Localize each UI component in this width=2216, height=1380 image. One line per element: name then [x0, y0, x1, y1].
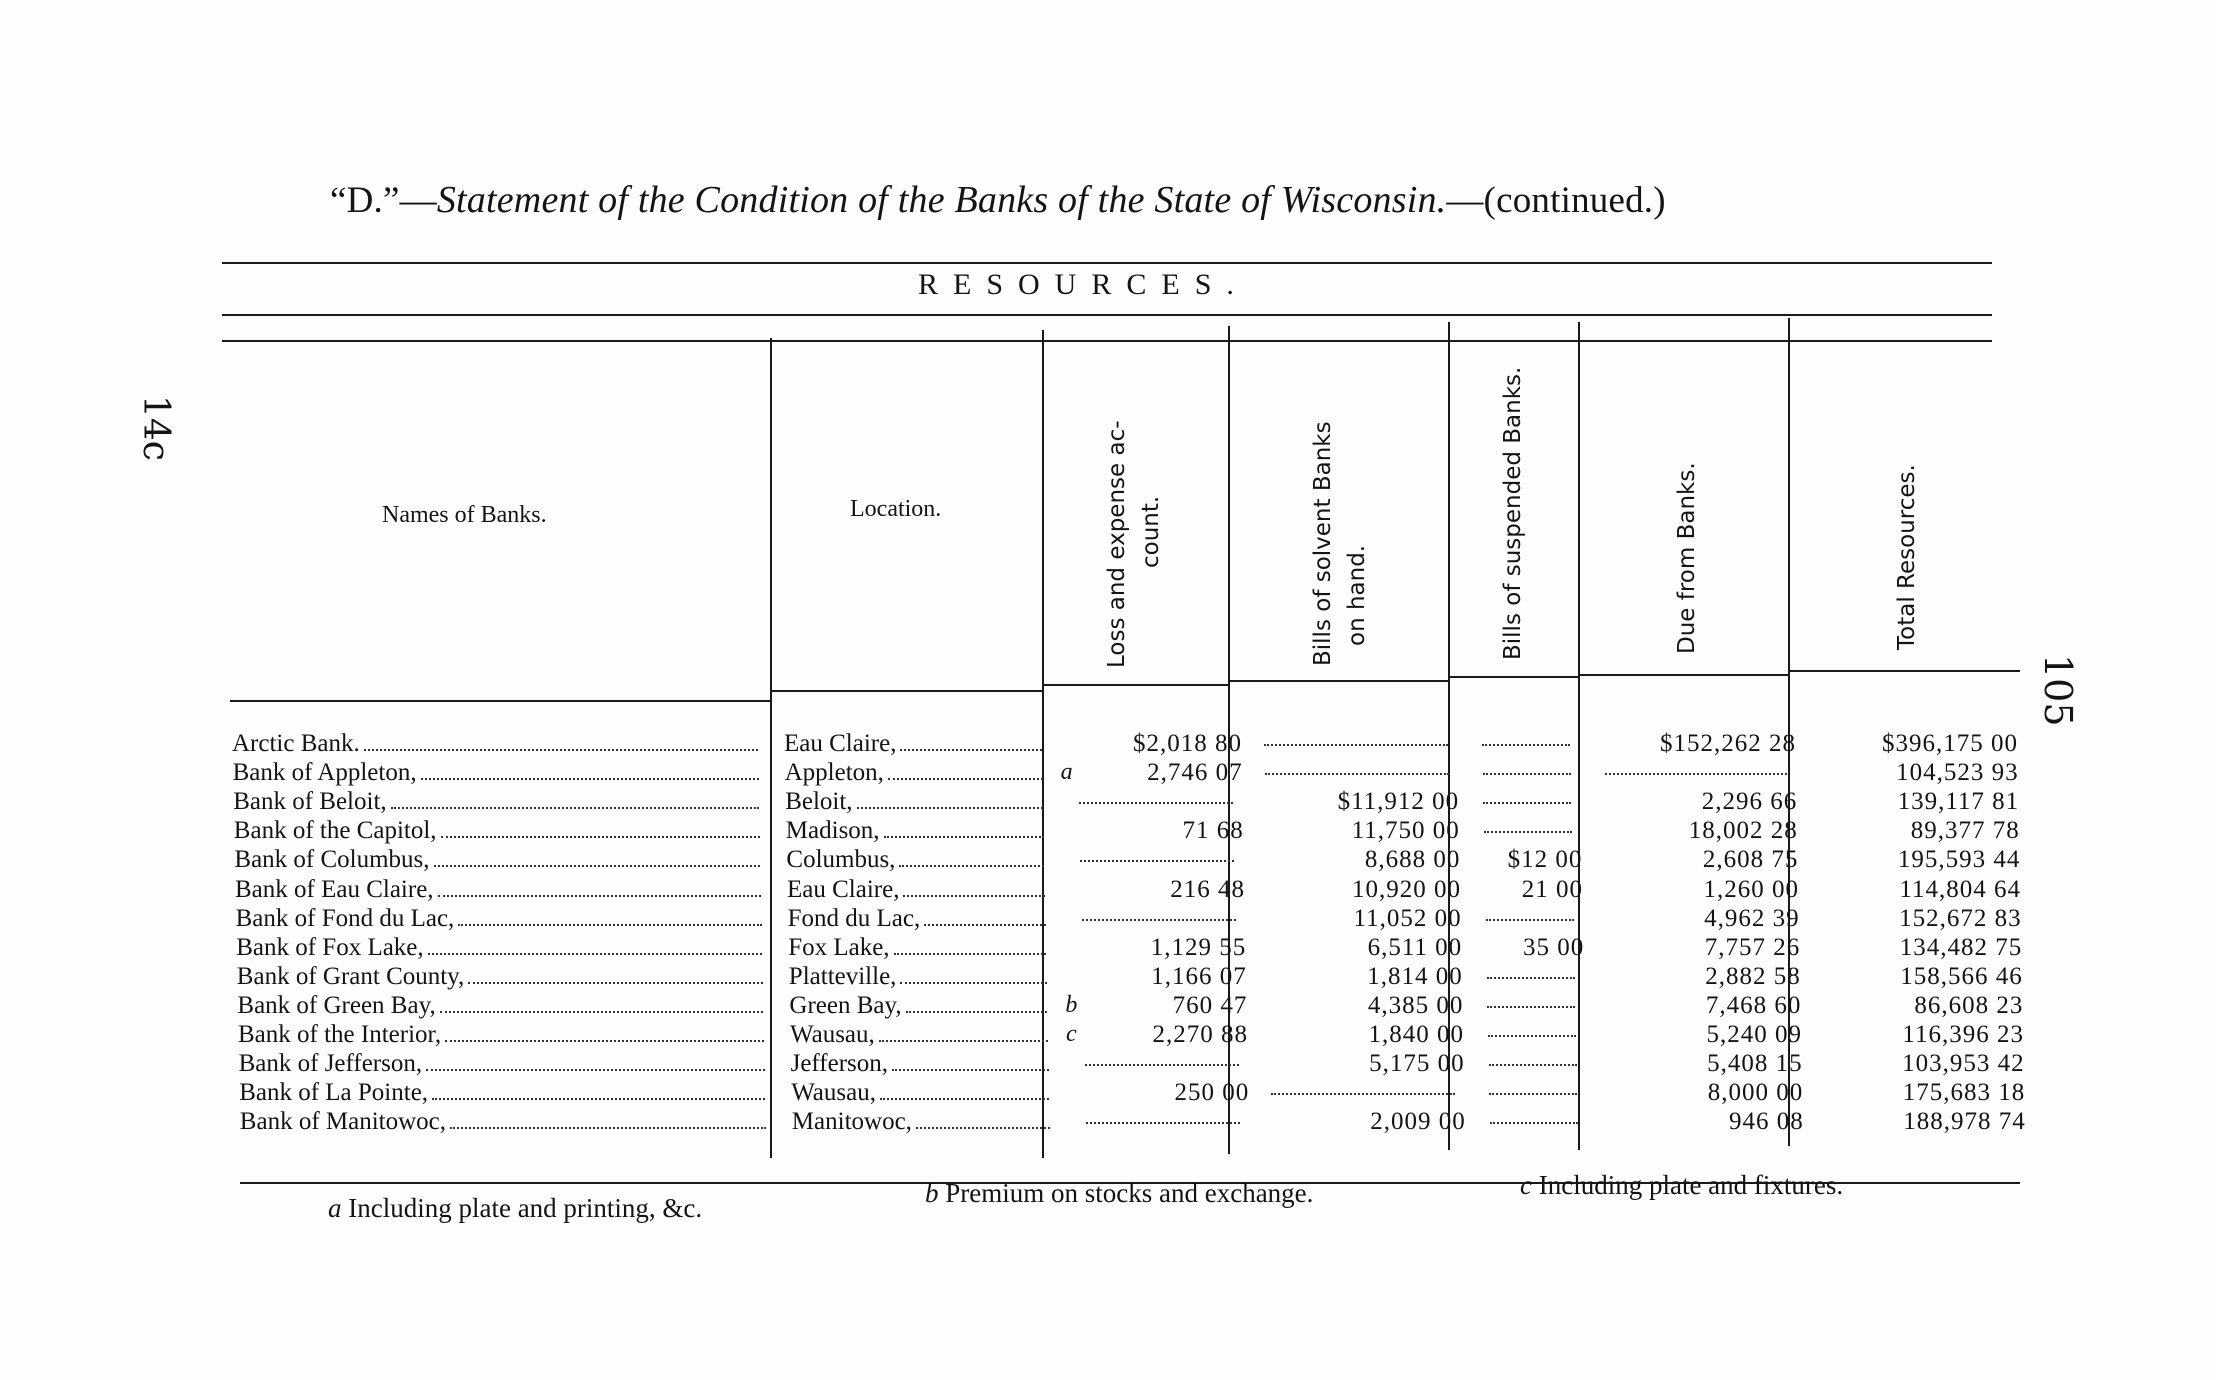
dot-leader	[857, 807, 1044, 809]
header-solvent	[1306, 326, 1374, 666]
location: Wausau,	[790, 1021, 875, 1048]
location-cell	[791, 1079, 1053, 1107]
dot-leader	[1486, 905, 1574, 921]
table-row	[234, 846, 2024, 876]
total-value: 116,396 23	[1902, 1021, 2024, 1048]
dot-leader	[428, 953, 763, 955]
footnote-mark: c	[1066, 1021, 1077, 1047]
due-value: 2,296 66	[1701, 788, 1798, 816]
table-row	[239, 1050, 2029, 1080]
header-loss-line2: count.	[1138, 495, 1164, 568]
bank-name-cell	[240, 1108, 770, 1136]
suspended-value: $12 00	[1507, 846, 1583, 874]
total-value: 134,482 75	[1899, 933, 2023, 961]
location: Manitowoc,	[791, 1108, 912, 1136]
dot-leader	[1264, 730, 1448, 746]
due-value: $152,262 28	[1660, 730, 1796, 757]
location: Eau Claire,	[787, 875, 900, 903]
suspended-empty	[1467, 788, 1581, 804]
total-value: $396,175 00	[1882, 730, 2018, 757]
location: Jefferson,	[790, 1050, 889, 1078]
loss-value: 1,129 55	[1150, 933, 1247, 961]
location-cell	[785, 788, 1047, 816]
footnote-c	[1520, 1170, 1843, 1201]
solvent-empty	[1249, 759, 1459, 775]
location-cell	[784, 730, 1046, 758]
table-row	[236, 905, 2026, 935]
bank-name: Bank of Columbus,	[234, 846, 430, 874]
location-cell	[787, 876, 1049, 904]
table-row	[239, 1079, 2029, 1109]
dot-leader	[1271, 1079, 1455, 1095]
location: Green Bay,	[789, 991, 902, 1019]
suspended-empty	[1468, 817, 1582, 833]
total-value: 152,672 83	[1899, 904, 2022, 932]
title-prefix: “D.”—	[330, 180, 437, 221]
bank-name-cell	[235, 876, 765, 904]
location-cell	[789, 992, 1051, 1020]
bank-name-cell	[232, 730, 762, 758]
dot-leader	[1085, 1050, 1239, 1066]
table-row	[234, 817, 2024, 847]
bank-name-cell	[237, 963, 767, 991]
loss-empty	[1064, 846, 1244, 862]
loss-value: 2,270 88	[1152, 1021, 1248, 1048]
dot-leader	[1487, 992, 1575, 1008]
location: Columbus,	[786, 846, 896, 874]
page-title	[330, 178, 1666, 222]
dot-leader	[438, 895, 761, 897]
footnote-b	[925, 1178, 1313, 1209]
loss-value: 71 68	[1182, 817, 1244, 845]
footnote-b-mark: b	[925, 1178, 939, 1208]
dot-leader	[900, 749, 1042, 751]
bank-name-cell	[236, 905, 766, 933]
dot-leader	[924, 924, 1045, 926]
bank-name: Bank of Grant County,	[236, 962, 465, 990]
table-row	[236, 934, 2026, 964]
total-value: 175,683 18	[1902, 1079, 2026, 1107]
suspended-value: 21 00	[1521, 875, 1583, 903]
dot-leader	[1080, 846, 1234, 862]
rule-header-bottom-suspended	[1450, 676, 1578, 678]
dot-leader	[894, 953, 1047, 955]
table-row	[240, 1108, 2030, 1138]
dot-leader	[899, 865, 1044, 867]
dot-leader	[1489, 1050, 1577, 1066]
due-value: 5,240 09	[1706, 1021, 1802, 1048]
solvent-value: 8,688 00	[1364, 846, 1461, 874]
dot-leader	[426, 1069, 764, 1071]
total-value: 158,566 46	[1900, 962, 2023, 990]
dot-leader	[1079, 788, 1233, 804]
section-heading: RESOURCES.	[918, 268, 1249, 301]
header-loss-line1: Loss and expense ac-	[1104, 420, 1130, 668]
bank-name: Bank of the Interior,	[238, 1021, 442, 1048]
loss-empty	[1066, 905, 1246, 921]
location-cell	[788, 905, 1050, 933]
location-cell	[785, 759, 1047, 787]
due-value: 7,757 26	[1704, 933, 1801, 961]
due-value: 2,882 58	[1705, 962, 1801, 990]
dot-leader	[1487, 963, 1575, 979]
suspended-empty	[1466, 730, 1580, 746]
solvent-value: 11,750 00	[1351, 817, 1460, 845]
footnote-a-mark: a	[328, 1193, 342, 1223]
loss-value: 1,166 07	[1151, 962, 1247, 990]
dot-leader	[458, 924, 761, 926]
suspended-empty	[1470, 905, 1584, 921]
due-value: 2,608 75	[1702, 846, 1799, 874]
solvent-value: 6,511 00	[1367, 933, 1463, 961]
footnote-mark: b	[1065, 991, 1078, 1018]
due-empty	[1589, 759, 1797, 775]
table-row	[235, 876, 2025, 906]
dot-leader	[900, 982, 1046, 984]
table-row	[237, 963, 2027, 993]
due-value: 8,000 00	[1707, 1079, 1804, 1107]
dot-leader	[1484, 817, 1572, 833]
bank-name-cell	[239, 1050, 769, 1078]
dot-leader	[1483, 759, 1571, 775]
dot-leader	[468, 982, 762, 984]
location: Platteville,	[788, 962, 897, 990]
rule-header-bottom-total	[1790, 670, 2020, 672]
table-row	[233, 788, 2023, 818]
loss-value: 216 48	[1170, 875, 1245, 903]
solvent-value: 11,052 00	[1353, 904, 1462, 932]
footnote-a	[328, 1193, 702, 1224]
bank-name-cell	[237, 992, 767, 1020]
suspended-empty	[1472, 1021, 1586, 1037]
solvent-value: 5,175 00	[1369, 1050, 1465, 1078]
footnote-a-text: Including plate and printing, &c.	[348, 1193, 703, 1223]
location: Eau Claire,	[784, 730, 897, 757]
dot-leader	[391, 807, 760, 809]
rule-header-bottom-solvent	[1230, 680, 1448, 682]
dot-leader	[1082, 905, 1236, 921]
bank-name: Bank of Manitowoc,	[239, 1108, 447, 1136]
location-cell	[790, 1021, 1052, 1049]
dot-leader	[884, 836, 1044, 838]
dot-leader	[1482, 730, 1570, 746]
bank-name-cell	[234, 817, 764, 845]
dot-leader	[1483, 788, 1571, 804]
due-value: 4,962 39	[1704, 904, 1800, 932]
loss-value: $2,018 80	[1133, 730, 1242, 757]
suspended-empty	[1473, 1079, 1587, 1095]
header-solvent-line1: Bills of solvent Banks	[1310, 421, 1336, 666]
loss-value: 760 47	[1172, 991, 1248, 1019]
bank-name-cell	[239, 1079, 769, 1107]
bank-name: Bank of Beloit,	[233, 788, 387, 816]
total-value: 103,953 42	[1902, 1050, 2025, 1078]
dot-leader	[434, 865, 761, 867]
due-value: 7,468 60	[1705, 991, 1802, 1019]
bank-name: Bank of Fond du Lac,	[235, 904, 455, 932]
total-value: 139,117 81	[1897, 788, 2020, 816]
table-row	[237, 992, 2027, 1022]
dot-leader	[450, 1127, 766, 1129]
solvent-value: 1,840 00	[1368, 1021, 1464, 1048]
due-value: 946 08	[1729, 1108, 1804, 1136]
location-cell	[789, 963, 1051, 991]
bank-name: Bank of Fox Lake,	[236, 933, 424, 961]
dot-leader	[1605, 759, 1787, 775]
table-row	[232, 730, 2022, 760]
loss-value: 250 00	[1174, 1079, 1250, 1107]
title-italic: Statement of the Condition of the Banks of the State of Wisconsin.	[436, 179, 1447, 221]
rule-header-bottom-name	[230, 700, 770, 702]
dot-leader	[1488, 1021, 1576, 1037]
rule-header-bottom-due	[1580, 674, 1788, 676]
solvent-value: 2,009 00	[1370, 1108, 1466, 1136]
title-suffix: —(continued.)	[1446, 180, 1666, 221]
header-location: Location.	[850, 496, 942, 522]
bank-name: Bank of Jefferson,	[238, 1050, 423, 1078]
location-cell	[786, 817, 1048, 845]
header-suspended: Bills of suspended Banks.	[1500, 366, 1526, 660]
total-value: 114,804 64	[1899, 875, 2021, 903]
table-row	[238, 1021, 2028, 1051]
dot-leader	[1490, 1108, 1578, 1124]
bank-name: Bank of La Pointe,	[239, 1079, 429, 1107]
total-value: 89,377 78	[1910, 817, 2020, 845]
header-loss	[1100, 328, 1168, 668]
due-value: 1,260 00	[1703, 875, 1799, 903]
bank-name: Bank of the Capitol,	[233, 817, 437, 845]
suspended-empty	[1471, 963, 1585, 979]
bank-name: Bank of Appleton,	[232, 759, 417, 787]
solvent-empty	[1248, 730, 1458, 746]
rule-under-section	[222, 314, 1992, 316]
solvent-empty	[1255, 1079, 1465, 1095]
location-cell	[792, 1108, 1054, 1136]
dot-leader	[364, 749, 758, 751]
dot-leader	[440, 1011, 764, 1013]
loss-value: 2,746 07	[1147, 759, 1243, 787]
location: Beloit,	[785, 788, 853, 816]
dot-leader	[916, 1127, 1050, 1129]
dot-leader	[888, 778, 1043, 780]
solvent-value: 4,385 00	[1367, 991, 1464, 1019]
bank-name: Bank of Eau Claire,	[235, 875, 434, 903]
page-number-right: 105	[2036, 654, 2080, 727]
header-due: Due from Banks.	[1674, 462, 1700, 654]
solvent-value: 1,814 00	[1367, 962, 1463, 990]
total-value: 195,593 44	[1897, 846, 2021, 874]
footnote-c-mark: c	[1520, 1170, 1532, 1200]
location: Madison,	[785, 817, 880, 845]
rule-top	[222, 262, 1992, 264]
location-cell	[791, 1050, 1053, 1078]
bank-name-cell	[233, 759, 763, 787]
footnote-c-text: Including plate and fixtures.	[1538, 1170, 1844, 1200]
loss-empty	[1069, 1050, 1249, 1066]
header-total: Total Resources.	[1894, 464, 1920, 650]
header-solvent-line2: on hand.	[1344, 544, 1370, 646]
location: Fox Lake,	[788, 933, 890, 961]
dot-leader	[432, 1098, 765, 1100]
table-row	[233, 759, 2023, 789]
dot-leader	[879, 1040, 1048, 1042]
dot-leader	[906, 1011, 1048, 1013]
dot-leader	[421, 778, 759, 780]
location-cell	[788, 934, 1050, 962]
due-value: 18,002 28	[1688, 817, 1798, 845]
header-names: Names of Banks.	[382, 502, 547, 528]
bank-name-cell	[236, 934, 766, 962]
total-value: 104,523 93	[1896, 759, 2019, 787]
dot-leader	[445, 1040, 764, 1042]
dot-leader	[1489, 1079, 1577, 1095]
total-value: 86,608 23	[1914, 991, 2024, 1019]
solvent-value: 10,920 00	[1352, 875, 1461, 903]
location: Wausau,	[791, 1079, 876, 1107]
bank-name: Arctic Bank.	[232, 730, 360, 757]
dot-leader	[903, 895, 1045, 897]
rule-header-bottom-loss	[1044, 684, 1228, 686]
suspended-empty	[1471, 992, 1585, 1008]
dot-leader	[892, 1069, 1049, 1071]
bank-name-cell	[233, 788, 763, 816]
dot-leader	[880, 1098, 1049, 1100]
bank-name-cell	[238, 1021, 768, 1049]
suspended-empty	[1473, 1050, 1587, 1066]
location-cell	[786, 846, 1048, 874]
dot-leader	[1086, 1108, 1240, 1124]
location: Fond du Lac,	[787, 904, 921, 932]
rule-header-bottom-location	[772, 690, 1042, 692]
suspended-empty	[1474, 1108, 1588, 1124]
loss-empty	[1070, 1108, 1250, 1124]
footnote-b-text: Premium on stocks and exchange.	[945, 1178, 1314, 1208]
loss-empty	[1063, 788, 1243, 804]
dot-leader	[441, 836, 760, 838]
suspended-empty	[1467, 759, 1581, 775]
suspended-value: 35 00	[1522, 933, 1585, 961]
total-value: 188,978 74	[1903, 1108, 2026, 1136]
dot-leader	[1265, 759, 1449, 775]
page-number-left: 14c	[135, 395, 176, 461]
solvent-value: $11,912 00	[1337, 788, 1460, 816]
bank-name-cell	[234, 846, 764, 874]
bank-name: Bank of Green Bay,	[237, 991, 436, 1019]
due-value: 5,408 15	[1707, 1050, 1803, 1078]
footnote-mark: a	[1060, 759, 1073, 786]
location: Appleton,	[784, 759, 884, 787]
